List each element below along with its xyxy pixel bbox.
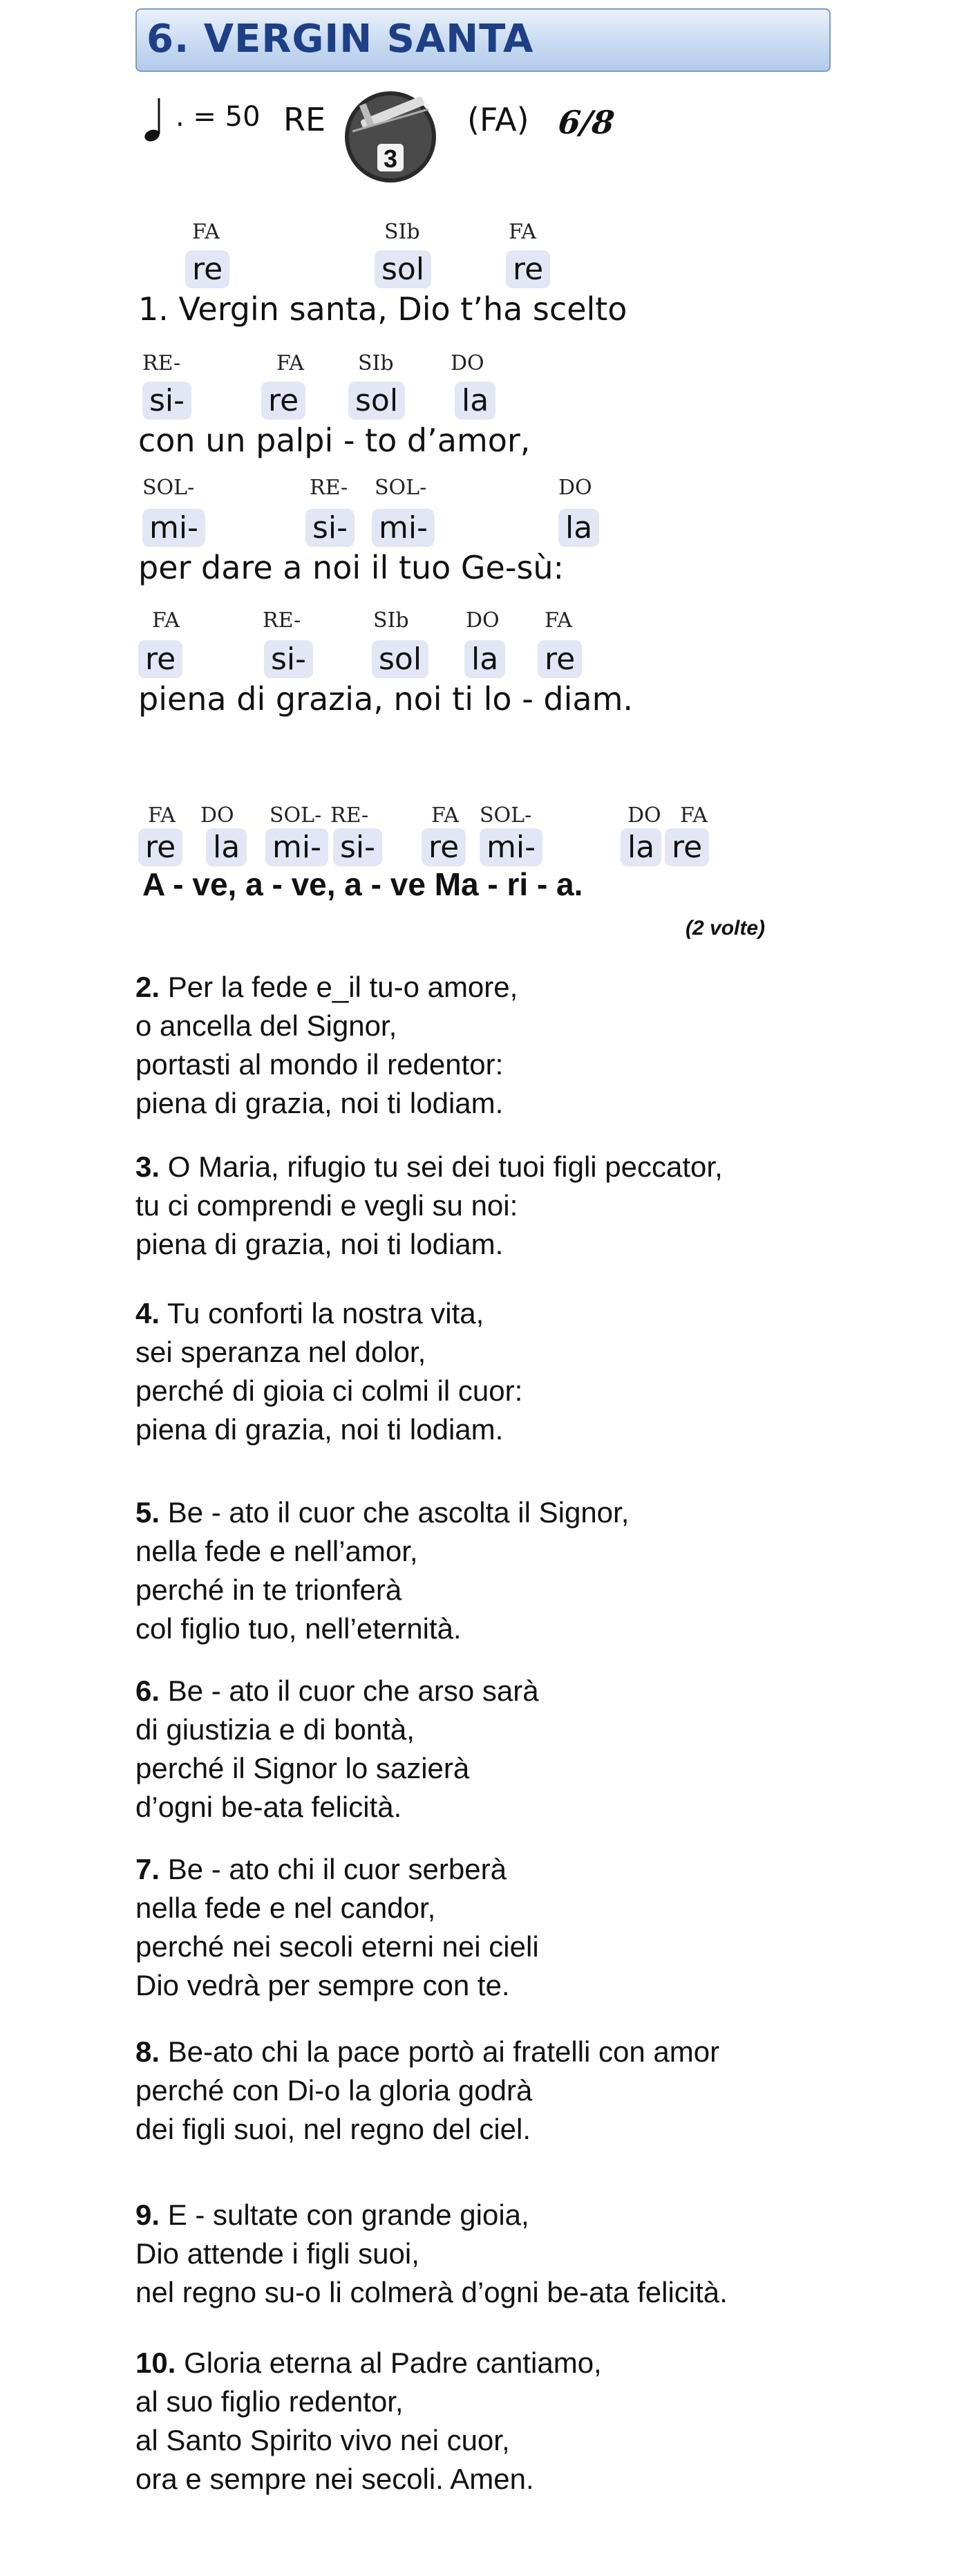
verse-line: Dio vedrà per sempre con te. bbox=[135, 1969, 510, 2001]
solfege-syllable: si- bbox=[264, 640, 313, 678]
chord: SOL- bbox=[270, 803, 322, 828]
verse-number: 2. bbox=[135, 971, 160, 1003]
verse-line: Gloria eterna al Padre cantiamo, bbox=[184, 2346, 602, 2379]
chord: SIb bbox=[358, 351, 394, 375]
verse-line: dei figli suoi, nel regno del ciel. bbox=[135, 2113, 531, 2145]
chord: DO bbox=[200, 803, 234, 828]
guitar-capo-icon bbox=[339, 88, 442, 184]
verse-4 bbox=[135, 1294, 522, 1449]
solfege-syllable: re bbox=[138, 640, 182, 678]
verse-line: Be - ato il cuor che arso sarà bbox=[167, 1674, 539, 1707]
verse-number: 3. bbox=[135, 1150, 160, 1183]
verse-number: 8. bbox=[135, 2035, 160, 2068]
chord: DO bbox=[627, 803, 661, 828]
chord: SOL- bbox=[375, 476, 427, 500]
chord: SOL- bbox=[480, 803, 532, 828]
alternate-key-label: (FA) bbox=[467, 101, 529, 138]
chord: DO bbox=[466, 608, 500, 633]
verse-8 bbox=[135, 2033, 719, 2149]
chord: FA bbox=[509, 220, 536, 244]
verse-3 bbox=[135, 1148, 723, 1264]
verse-line: portasti al mondo il redentor: bbox=[135, 1048, 504, 1081]
solfege-syllable: la bbox=[455, 382, 495, 420]
solfege-syllable: sol bbox=[372, 640, 428, 678]
verse-line: Dio attende i figli suoi, bbox=[135, 2237, 419, 2270]
verse-line: Tu conforti la nostra vita, bbox=[167, 1297, 484, 1329]
verse-number: 4. bbox=[135, 1297, 160, 1329]
verse-line: perché nei secoli eterni nei cieli bbox=[135, 1930, 539, 1963]
verse-line: perché in te trionferà bbox=[135, 1574, 402, 1606]
verse-10 bbox=[135, 2344, 602, 2499]
song-title: 6. VERGIN SANTA bbox=[147, 17, 534, 62]
solfege-syllable: re bbox=[506, 250, 550, 288]
verse-number: 7. bbox=[135, 1853, 160, 1885]
chord: RE- bbox=[310, 476, 348, 500]
solfege-syllable: re bbox=[422, 828, 466, 866]
verse-line: ora e sempre nei secoli. Amen. bbox=[135, 2463, 534, 2495]
verse-line: piena di grazia, noi ti lodiam. bbox=[135, 1228, 504, 1260]
solfege-syllable: re bbox=[261, 382, 305, 420]
tempo-value: . = 50 bbox=[176, 101, 261, 133]
chord: RE- bbox=[142, 351, 181, 375]
chord: FA bbox=[276, 351, 304, 375]
chord: SIb bbox=[373, 608, 409, 633]
verse-line: o ancella del Signor, bbox=[135, 1009, 397, 1042]
verse-number: 5. bbox=[135, 1496, 160, 1529]
lyric-line: 1. Vergin santa, Dio t’ha scelto bbox=[138, 290, 627, 328]
chord: DO bbox=[451, 351, 484, 375]
title-banner bbox=[135, 8, 831, 72]
verse-number: 10. bbox=[135, 2346, 176, 2379]
verse-line: Per la fede e_il tu-o amore, bbox=[167, 971, 518, 1003]
verse-number: 9. bbox=[135, 2199, 160, 2231]
solfege-syllable: re bbox=[665, 828, 709, 866]
verse-line: piena di grazia, noi ti lodiam. bbox=[135, 1413, 504, 1446]
verse-line: perché con Di-o la gloria godrà bbox=[135, 2074, 533, 2107]
verse-line: Be - ato chi il cuor serberà bbox=[167, 1853, 507, 1885]
solfege-syllable: si- bbox=[142, 382, 191, 420]
verse-5 bbox=[135, 1493, 629, 1648]
lyric-line: per dare a noi il tuo Ge-sù: bbox=[138, 549, 565, 586]
chord: FA bbox=[545, 608, 572, 633]
verse-line: d’ogni be-ata felicità. bbox=[135, 1791, 402, 1823]
chord: RE- bbox=[330, 803, 369, 828]
solfege-syllable: re bbox=[185, 250, 229, 288]
chord: DO bbox=[558, 476, 592, 500]
solfege-syllable: sol bbox=[348, 382, 405, 420]
solfege-syllable: la bbox=[558, 509, 599, 547]
verse-line: O Maria, rifugio tu sei dei tuoi figli peccator, bbox=[167, 1150, 723, 1183]
chord: FA bbox=[148, 803, 176, 828]
solfege-syllable: si- bbox=[333, 828, 382, 866]
verse-9 bbox=[135, 2196, 728, 2312]
solfege-syllable: mi- bbox=[480, 828, 542, 866]
chord: SOL- bbox=[142, 476, 195, 500]
repeat-note: (2 volte) bbox=[686, 917, 766, 940]
verse-7 bbox=[135, 1850, 539, 2005]
verse-line: E - sultate con grande gioia, bbox=[167, 2199, 529, 2231]
verse-line: col figlio tuo, nell’eternità. bbox=[135, 1612, 462, 1645]
verse-line: piena di grazia, noi ti lodiam. bbox=[135, 1087, 504, 1119]
solfege-syllable: mi- bbox=[265, 828, 328, 866]
solfege-syllable: la bbox=[464, 640, 505, 678]
chord: FA bbox=[192, 220, 220, 244]
verse-line: Be-ato chi la pace portò ai fratelli con amor bbox=[167, 2035, 720, 2068]
verse-line: nella fede e nel candor, bbox=[135, 1892, 436, 1924]
verse-line: nella fede e nell’amor, bbox=[135, 1535, 418, 1567]
solfege-syllable: mi- bbox=[372, 509, 435, 547]
refrain-lyric: A - ve, a - ve, a - ve Ma - ri - a. bbox=[142, 866, 583, 902]
solfege-syllable: sol bbox=[375, 250, 431, 288]
verse-6 bbox=[135, 1672, 539, 1827]
chord: RE- bbox=[263, 608, 301, 633]
verse-line: al suo figlio redentor, bbox=[135, 2385, 404, 2418]
solfege-syllable: si- bbox=[305, 509, 355, 547]
dotted-quarter-note-icon bbox=[142, 95, 170, 144]
verse-line: di giustizia e di bontà, bbox=[135, 1713, 415, 1746]
verse-line: nel regno su-o li colmerà d’ogni be-ata felicità. bbox=[135, 2276, 728, 2308]
verse-line: al Santo Spirito vivo nei cuor, bbox=[135, 2424, 510, 2456]
verse-line: sei speranza nel dolor, bbox=[135, 1336, 426, 1368]
solfege-syllable: re bbox=[138, 828, 182, 866]
capo-number: 3 bbox=[383, 144, 398, 173]
chord: FA bbox=[152, 608, 180, 633]
time-signature: 6/8 bbox=[556, 104, 616, 141]
solfege-syllable: re bbox=[538, 640, 582, 678]
chord: FA bbox=[680, 803, 708, 828]
verse-line: perché di gioia ci colmi il cuor: bbox=[135, 1374, 523, 1407]
verse-2 bbox=[135, 968, 518, 1123]
lyric-line: con un palpi - to d’amor, bbox=[138, 422, 531, 459]
lyric-line: piena di grazia, noi ti lo - diam. bbox=[138, 680, 634, 718]
solfege-syllable: mi- bbox=[142, 509, 205, 547]
key-label: RE bbox=[283, 101, 326, 138]
chord: FA bbox=[431, 803, 459, 828]
solfege-syllable: la bbox=[206, 828, 247, 866]
solfege-syllable: la bbox=[621, 828, 661, 866]
verse-line: Be - ato il cuor che ascolta il Signor, bbox=[167, 1496, 630, 1529]
verse-line: tu ci comprendi e vegli su noi: bbox=[135, 1189, 518, 1222]
chord: SIb bbox=[384, 220, 420, 244]
verse-number: 6. bbox=[135, 1674, 160, 1707]
verse-line: perché il Signor lo sazierà bbox=[135, 1752, 470, 1784]
